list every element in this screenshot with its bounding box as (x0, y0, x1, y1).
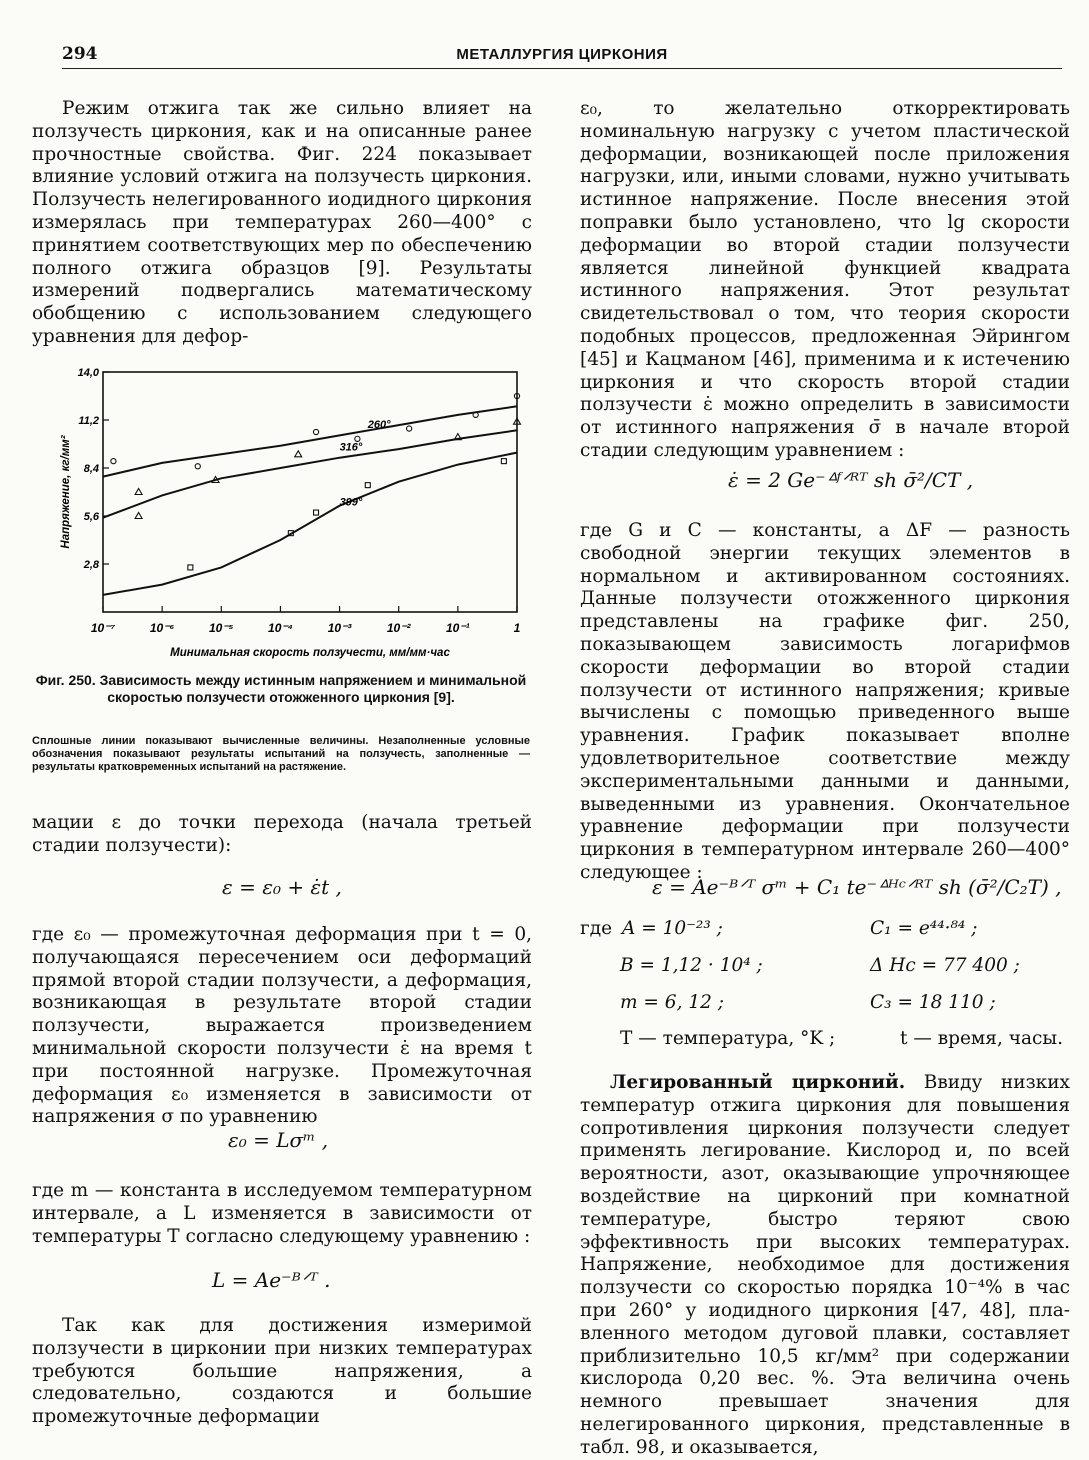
page-number: 294 (62, 44, 98, 64)
constants-where: где (580, 918, 613, 939)
right-column-mid (580, 520, 1070, 885)
right-column-bottom (580, 1072, 1070, 1460)
paragraph: Режим отжига так же сильно влияет на ползучесть циркония, как и на описанные ранее прочностные свойства. Фиг. 224 показывает влияние условий отжига на ползучесть циркония. Ползучесть нелегированного иодидного циркония измерялась при температурах 260—400° с принятием соответствующих мер по обеспечению полного отжига образцов [9]. Результаты измерений подвергались математическому обобщению с использованием следующего уравнения для дефор- (32, 98, 532, 347)
x-tick-label: 1 (513, 621, 521, 635)
equation-2: ε₀ = Lσᵐ , (228, 1128, 329, 1152)
figure-caption: Фиг. 250. Зависимость между истинным напряжением и минимальной скоростью ползучести отожженного циркония [9]. (35, 672, 527, 705)
data-point-triangle (295, 451, 302, 457)
left-column-mid3 (32, 1180, 532, 1248)
y-tick-label: 8,4 (83, 463, 99, 475)
constant-c3: C₃ = 18 110 ; (870, 992, 996, 1013)
data-point-circle (407, 426, 412, 431)
figure-note: Сплошные линии показывают вычисленные величины. Незаполненные условные обозначения показывают результаты испытаний на ползучесть, заполненные — результаты кратковременных испытаний на растяжение. (32, 735, 530, 773)
paragraph: Так как для достижения измеримой ползучести в цирконии при низких температурах требуются большие напряжения, а следовательно, создаются и большие промежуточные деформации (32, 1315, 532, 1428)
data-point-square (501, 459, 506, 464)
constant-c1: C₁ = e⁴⁴·⁸⁴ ; (870, 918, 978, 939)
y-tick-label: 2,8 (83, 559, 99, 571)
data-point-circle (313, 429, 318, 434)
section-heading: Легированный цирконий. (610, 1072, 906, 1093)
creep-chart (55, 360, 535, 660)
paragraph: где G и C — константы, а ΔF — разность свободной энергии текущих элементов в нормальном и активированном состояниях. Данные ползучести отожженного циркония представлены на графике фиг. 250, показывающем зависимость логарифмов скорости деформации во второй стадии ползучести от истинного напряжения; кривые вычислены с помощью приведенного выше уравнения. График показывает вполне удовлетворительное соответствие между экспериментальными данными и данными, выведенными из уравнения. Окончательное уравнение деформации при ползучести циркония в температурном интервале 260—400° следующее : (580, 520, 1070, 883)
right-column-top (580, 98, 1070, 463)
y-tick-label: 5,6 (83, 511, 99, 523)
equation-5: ε = Ae⁻ᴮᐟᵀ σᵐ + C₁ te⁻ᐞᴴᶜᐟᴿᵀ sh (σ̄²/C₂T) , (652, 875, 1062, 899)
constant-time-def: t — время, часы. (900, 1028, 1063, 1049)
paragraph: ε₀, то желательно откорректировать номинальную нагрузку с учетом пластической деформации, возникающей после приложения нагрузки, или, иными словами, нужно учитывать истинное напряжение. После внесения этой поправки было установлено, что lg скорости деформации во второй стадии ползучести является линейной функцией квадрата истинного напряжения. Этот результат свидетельствовал о том, что теория скорости подобных процессов, предложенная Эйрингом [45] и Кацманом [46], применима и к истечению циркония и что скорость второй стадии ползучести ε̇ можно определить в зависимости от истинного напряжения σ̄ в начале второй стадии следующим уравнением : (580, 98, 1070, 461)
x-tick-label: 10⁻⁷ (90, 621, 116, 635)
left-column-mid (32, 812, 532, 858)
figure-250 (55, 360, 535, 660)
x-tick-label: 10⁻⁴ (268, 621, 293, 635)
series-label: 316° (339, 441, 363, 454)
paragraph: где ε₀ — промежуточная деформация при t = 0, получающаяся пересечением оси деформаций прямой второй стадии ползучести, а деформация, возникающая в результате второй стадии ползучести, выражается произведением минимальной скорости ползучести ε̇ на время t при постоянной нагрузке. Промежуточная деформация ε₀ изменяется в зависимости от напряжения σ по уравнению (32, 924, 532, 1128)
x-axis-label: Минимальная скорость ползучести, мм/мм·час (170, 647, 450, 659)
plot-frame (103, 372, 517, 612)
constant-t-def: T — температура, °K ; (620, 1028, 836, 1049)
constant-a: A = 10⁻²³ ; (622, 918, 723, 939)
series-label: 399° (339, 496, 363, 509)
left-column-mid2 (32, 924, 532, 1129)
equation-1: ε = ε₀ + ε̇t , (222, 875, 342, 899)
data-point-square (188, 565, 193, 570)
constant-dhc: Δ Hc = 77 400 ; (870, 955, 1020, 976)
series-line-399 (103, 453, 517, 595)
page-header (62, 44, 1062, 69)
paragraph: мации ε до точки перехода (начала третьей стадии ползучести): (32, 812, 532, 856)
paragraph: Ввиду низких температур отжига циркония для повышения сопротивления циркония ползучести следует применять легирование. Кислород и, по всей вероятности, азот, оказывающие упрочняющее воздействие на цирконий при комнатной температуре, быстро теряют свою эффективность при высоких температурах. Напряжение, необходимое для достижения ползучести со скоростью порядка 10⁻⁴% в час при 260° у иодидного циркония [47, 48], плавленного методом дуговой плавки, составляет приблизительно 10,5 кг/мм² при содержании кислорода 0,20 вес. %. Эта величина очень немного превышает значения для нелегированного циркония, представленные в табл. 98, и оказывается, (580, 1072, 1070, 1458)
x-tick-label: 10⁻¹ (446, 621, 470, 635)
x-tick-label: 10⁻⁵ (209, 621, 234, 635)
data-point-circle (195, 464, 200, 469)
y-tick-label: 11,2 (78, 415, 99, 427)
x-tick-label: 10⁻² (386, 621, 411, 635)
data-point-triangle (135, 513, 142, 519)
data-point-circle (355, 436, 360, 441)
equation-3: L = Ae⁻ᴮᐟᵀ . (212, 1268, 331, 1292)
running-title: МЕТАЛЛУРГИЯ ЦИРКОНИЯ (456, 46, 668, 63)
paragraph: где m — константа в исследуемом температурном интервале, а L изменяется в зависимости от температуры T согласно следующему уравнению : (32, 1180, 532, 1247)
equation-4: ε̇ = 2 Ge⁻ᐞᶠᐟᴿᵀ sh σ̄²/CT , (728, 468, 974, 492)
y-tick-label: 14,0 (77, 367, 99, 379)
data-point-square (365, 483, 370, 488)
series-label: 260° (367, 419, 391, 431)
data-point-square (314, 510, 319, 515)
x-tick-label: 10⁻³ (327, 621, 352, 635)
constant-m: m = 6, 12 ; (620, 992, 724, 1013)
y-axis-label: Напряжение, кг/мм² (60, 435, 72, 549)
left-column-top (32, 98, 532, 349)
data-point-circle (111, 459, 116, 464)
constant-b: B = 1,12 · 10⁴ ; (620, 955, 763, 976)
data-point-triangle (135, 489, 142, 495)
left-column-bottom (32, 1315, 532, 1429)
series-line-316 (103, 430, 517, 517)
x-tick-label: 10⁻⁶ (149, 621, 175, 635)
